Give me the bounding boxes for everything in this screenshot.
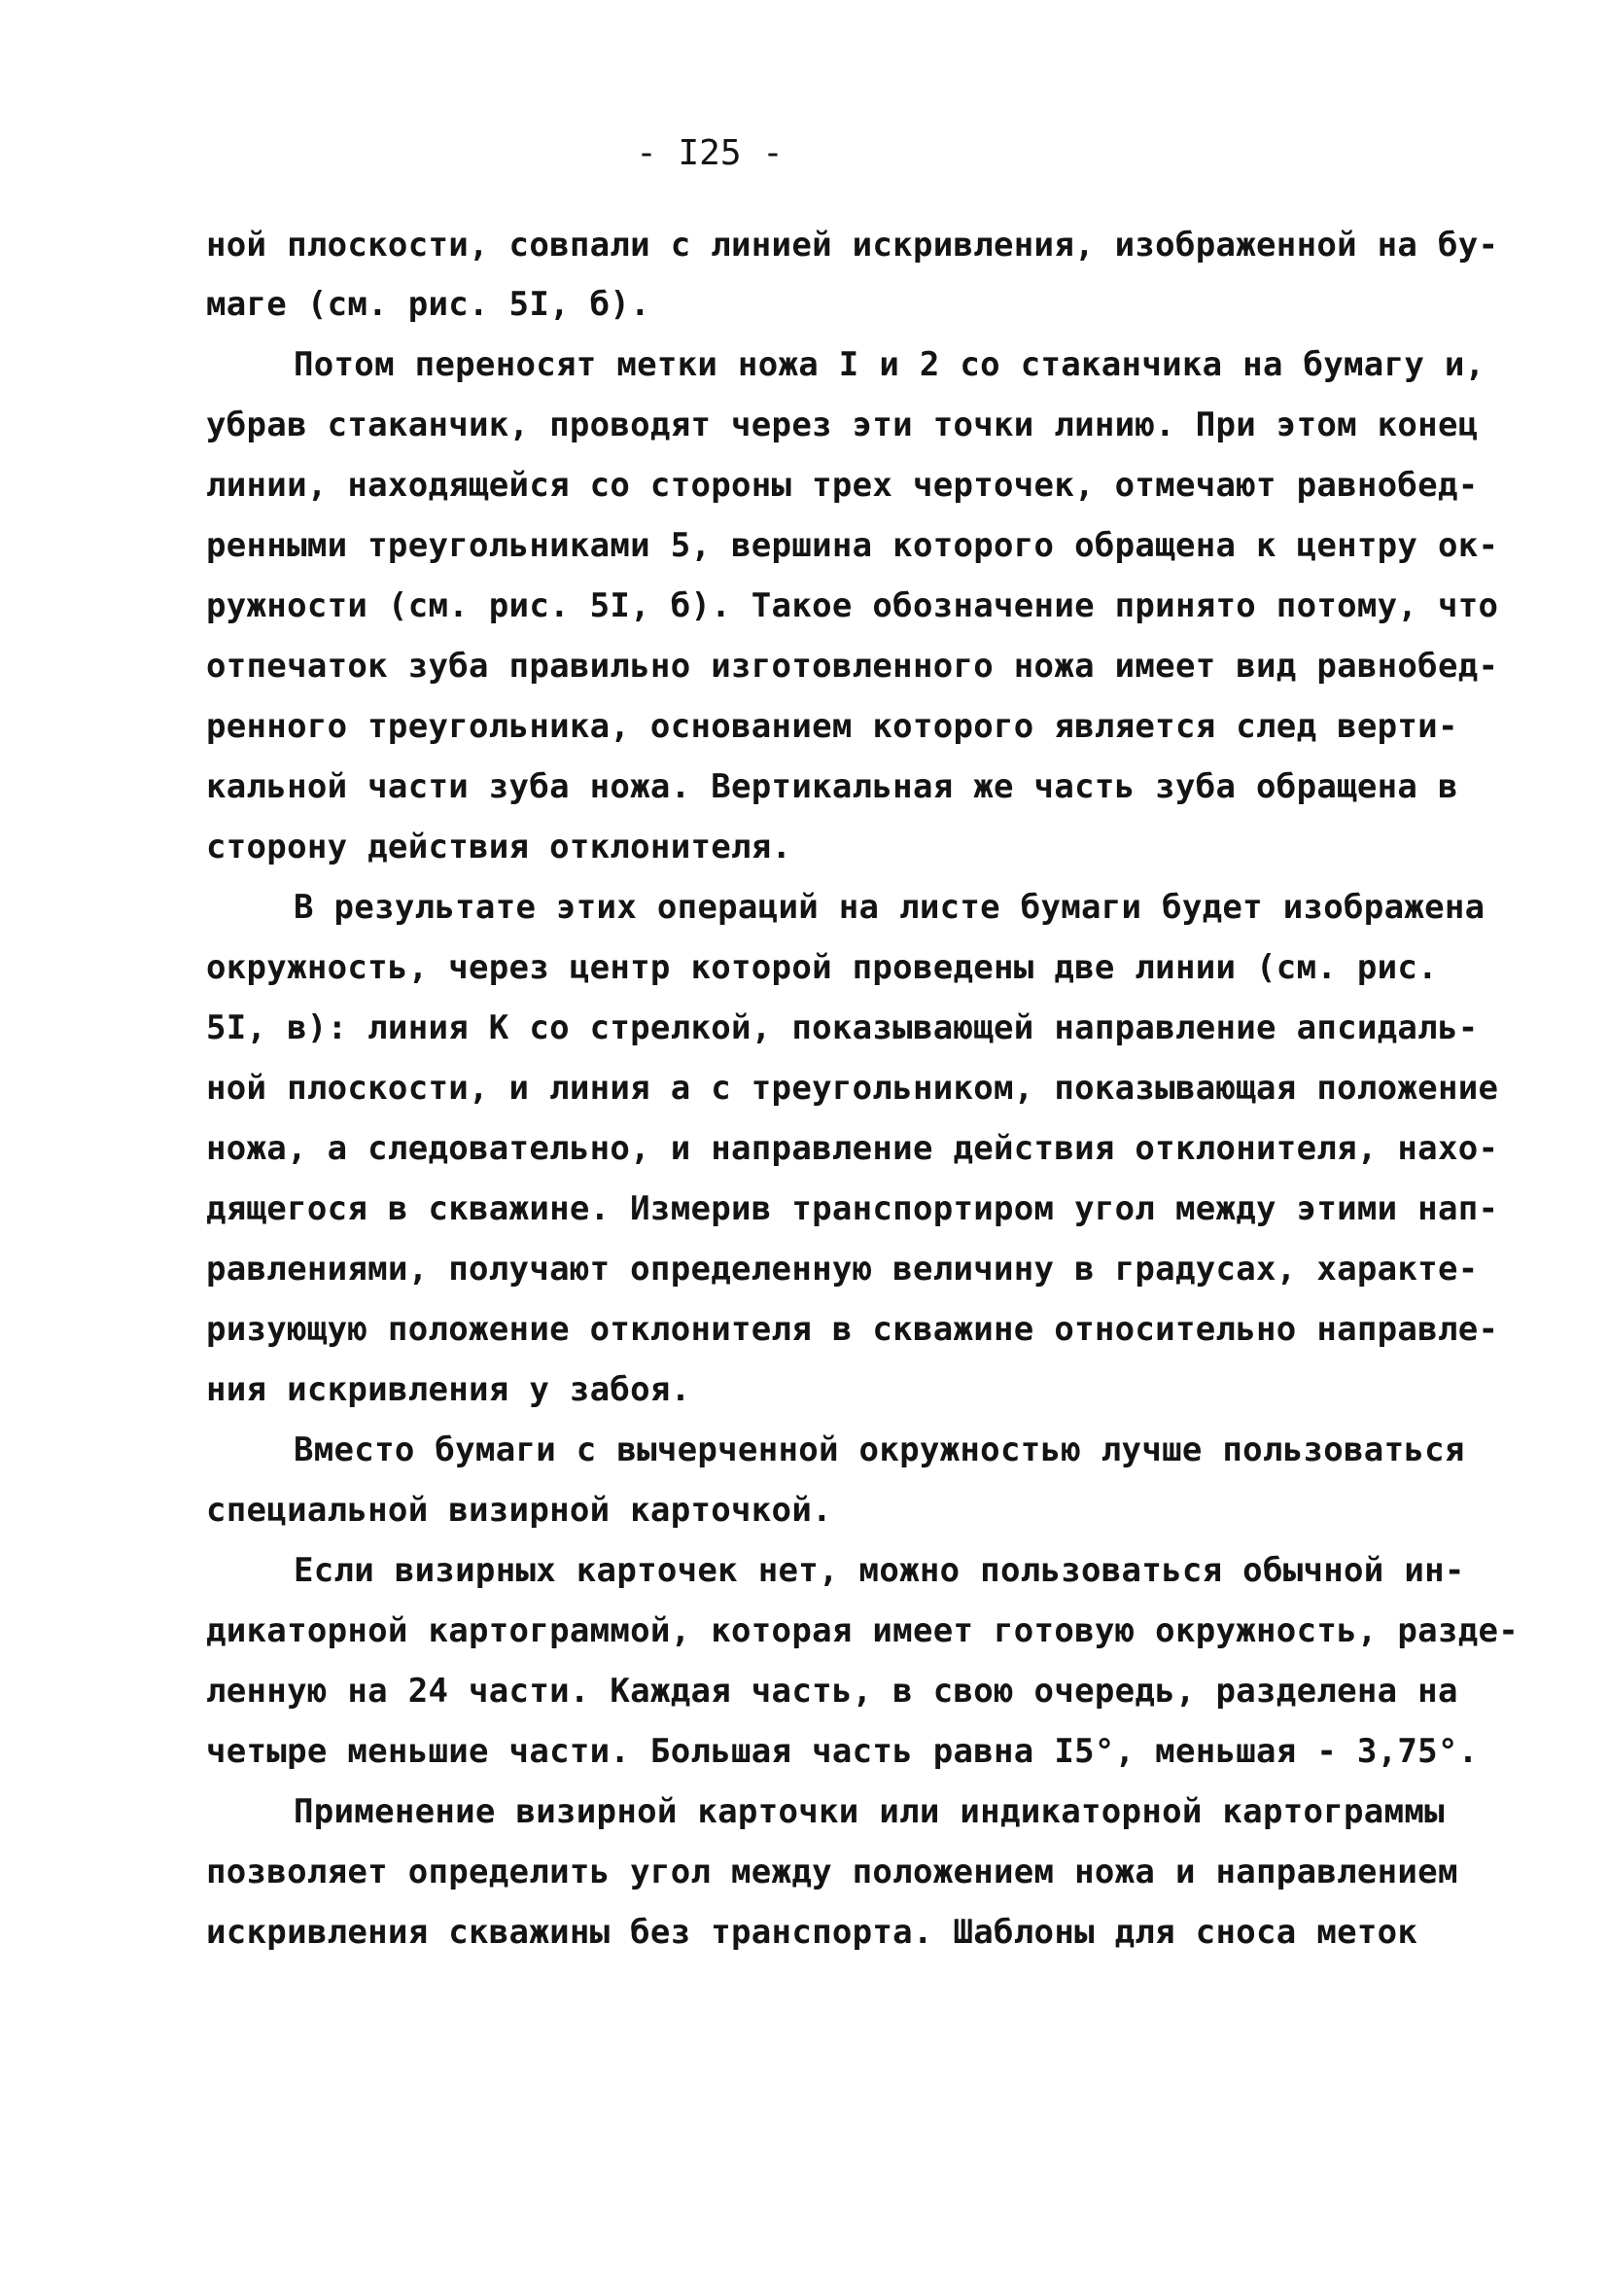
text-line: ренными треугольниками 5, вершина которого обращена к центру ок- — [206, 526, 1499, 565]
text-line: ной плоскости, совпали с линией искривления, изображенной на бу- — [206, 226, 1499, 265]
text-line: ленную на 24 части. Каждая часть, в свою очередь, разделена на — [206, 1672, 1458, 1711]
text-line: Вместо бумаги с вычерченной окружностью лучше пользоваться — [294, 1431, 1465, 1469]
text-line: ренного треугольника, основанием которого является след верти- — [206, 707, 1458, 746]
text-line: В результате этих операций на листе бумаги будет изображена — [294, 888, 1486, 927]
text-line: Если визирных карточек нет, можно пользоваться обычной ин- — [294, 1551, 1465, 1590]
text-line: ризующую положение отклонителя в скважине относительно направле- — [206, 1310, 1499, 1349]
text-line: искривления скважины без транспорта. Шаблоны для сноса меток — [206, 1913, 1418, 1952]
text-line: ния искривления у забоя. — [206, 1370, 691, 1409]
text-line: позволяет определить угол между положением ножа и направлением — [206, 1853, 1458, 1891]
text-line: дящегося в скважине. Измерив транспортиром угол между этими нап- — [206, 1189, 1499, 1228]
text-line: ружности (см. рис. 5I, б). Такое обозначение принято потому, что — [206, 586, 1499, 625]
text-line: линии, находящейся со стороны трех черточек, отмечают равнобед- — [206, 466, 1479, 505]
text-line: отпечаток зуба правильно изготовленного ножа имеет вид равнобед- — [206, 647, 1499, 686]
text-line: убрав стаканчик, проводят через эти точки линию. При этом конец — [206, 406, 1479, 444]
text-line: четыре меньшие части. Большая часть равна I5°, меньшая - 3,75°. — [206, 1732, 1479, 1771]
text-line: 5I, в): линия К со стрелкой, показывающей направление апсидаль- — [206, 1008, 1479, 1047]
text-line: окружность, через центр которой проведены две линии (см. рис. — [206, 948, 1438, 987]
text-line: кальной части зуба ножа. Вертикальная же часть зуба обращена в — [206, 767, 1458, 806]
text-line: ной плоскости, и линия а с треугольником, показывающая положение — [206, 1069, 1499, 1108]
text-line: Применение визирной карточки или индикаторной картограммы — [294, 1792, 1445, 1831]
text-line: сторону действия отклонителя. — [206, 828, 792, 866]
text-line: Потом переносят метки ножа I и 2 со стаканчика на бумагу и, — [294, 345, 1486, 384]
text-line: ножа, а следовательно, и направление действия отклонителя, нахо- — [206, 1129, 1499, 1168]
text-line: специальной визирной карточкой. — [206, 1491, 832, 1530]
page-number: - I25 - — [636, 133, 784, 173]
text-line: дикаторной картограммой, которая имеет готовую окружность, разде- — [206, 1611, 1520, 1650]
text-line: маге (см. рис. 5I, б). — [206, 285, 650, 324]
text-line: равлениями, получают определенную величину в градусах, характе- — [206, 1250, 1479, 1289]
